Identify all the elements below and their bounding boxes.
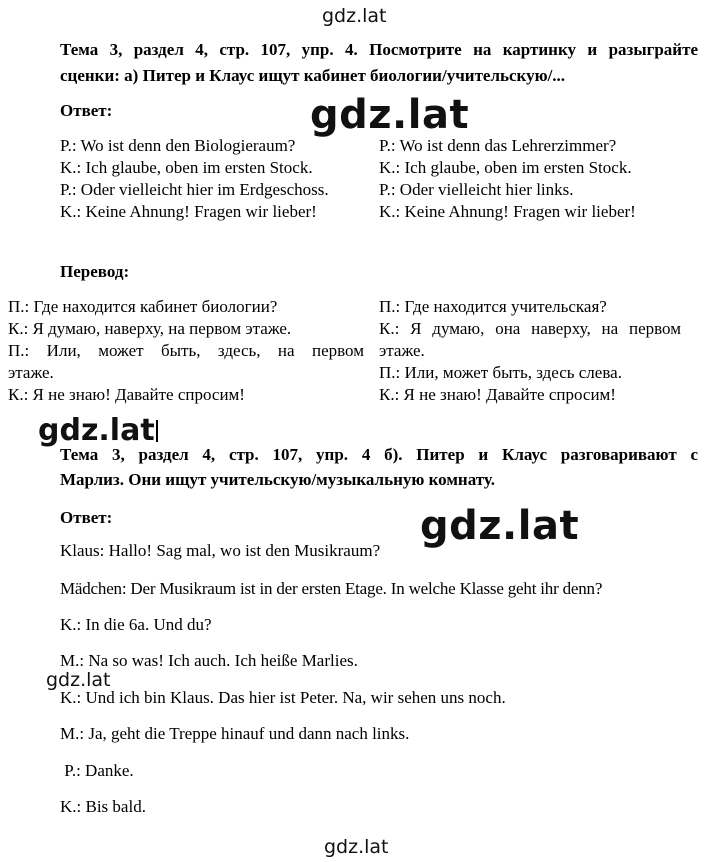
watermark-left: gdz.lat xyxy=(38,413,155,448)
dialogue-line: K.: Bis bald. xyxy=(60,797,146,816)
dialogue-line: M.: Na so was! Ich auch. Ich heiße Marlies. xyxy=(60,651,358,670)
section2-heading-line1: Тема 3, раздел 4, стр. 107, упр. 4 б). Питер и Клаус разговаривают с xyxy=(60,445,698,464)
dialogue-line: Mädchen: Der Musikraum ist in der ersten Etage. In welche Klasse geht ihr denn? xyxy=(60,579,603,598)
right-translation-line: П.: Где находится учительская? xyxy=(379,297,607,316)
right-translation-line: П.: Или, может быть, здесь слева. xyxy=(379,363,622,382)
section1-heading-line2: сценки: а) Питер и Клаус ищут кабинет биологии/учительскую/... xyxy=(60,66,566,85)
right-dialogue-line: P.: Wo ist denn das Lehrerzimmer? xyxy=(379,136,617,155)
watermark-center: gdz.lat xyxy=(310,92,470,138)
section2-answer-label: Ответ: xyxy=(60,508,113,527)
watermark-right: gdz.lat xyxy=(420,503,580,549)
dialogue-line: Klaus: Hallo! Sag mal, wo ist den Musikraum? xyxy=(60,541,381,560)
translation-label: Перевод: xyxy=(60,262,130,281)
section1-heading-line1: Тема 3, раздел 4, стр. 107, упр. 4. Посмотрите на картинку и разыграйте xyxy=(60,40,698,59)
dialogue-line: K.: Und ich bin Klaus. Das hier ist Peter. Na, wir sehen uns noch. xyxy=(60,688,506,707)
watermark-bottom: gdz.lat xyxy=(324,836,389,858)
left-translation-line: К.: Я не знаю! Давайте спросим! xyxy=(8,385,245,404)
right-dialogue-line: P.: Oder vielleicht hier links. xyxy=(379,180,574,199)
section2-heading-line2: Марлиз. Они ищут учительскую/музыкальную комнату. xyxy=(60,470,495,489)
section1-answer-label: Ответ: xyxy=(60,101,113,120)
right-translation-line: этаже. xyxy=(379,341,425,360)
watermark-top: gdz.lat xyxy=(322,5,387,27)
dialogue-line: M.: Ja, geht die Treppe hinauf und dann nach links. xyxy=(60,724,410,743)
watermark-left-small: gdz.lat xyxy=(46,669,111,691)
right-translation-line: К.: Я не знаю! Давайте спросим! xyxy=(379,385,616,404)
left-dialogue-line: P.: Oder vielleicht hier im Erdgeschoss. xyxy=(60,180,329,199)
left-translation-line: этаже. xyxy=(8,363,54,382)
text-cursor xyxy=(156,420,158,442)
left-translation-line: К.: Я думаю, наверху, на первом этаже. xyxy=(8,319,292,338)
left-translation-line: П.: Где находится кабинет биологии? xyxy=(8,297,278,316)
left-dialogue-line: K.: Ich glaube, oben im ersten Stock. xyxy=(60,158,313,177)
left-dialogue-line: P.: Wo ist denn den Biologieraum? xyxy=(60,136,296,155)
left-dialogue-line: K.: Keine Ahnung! Fragen wir lieber! xyxy=(60,202,317,221)
dialogue-line: P.: Danke. xyxy=(60,761,134,780)
right-translation-line: К.: Я думаю, она наверху, на первом xyxy=(379,319,681,338)
right-dialogue-line: K.: Ich glaube, oben im ersten Stock. xyxy=(379,158,632,177)
right-dialogue-line: K.: Keine Ahnung! Fragen wir lieber! xyxy=(379,202,636,221)
dialogue-line: K.: In die 6a. Und du? xyxy=(60,615,212,634)
left-translation-line: П.: Или, может быть, здесь, на первом xyxy=(8,341,364,360)
